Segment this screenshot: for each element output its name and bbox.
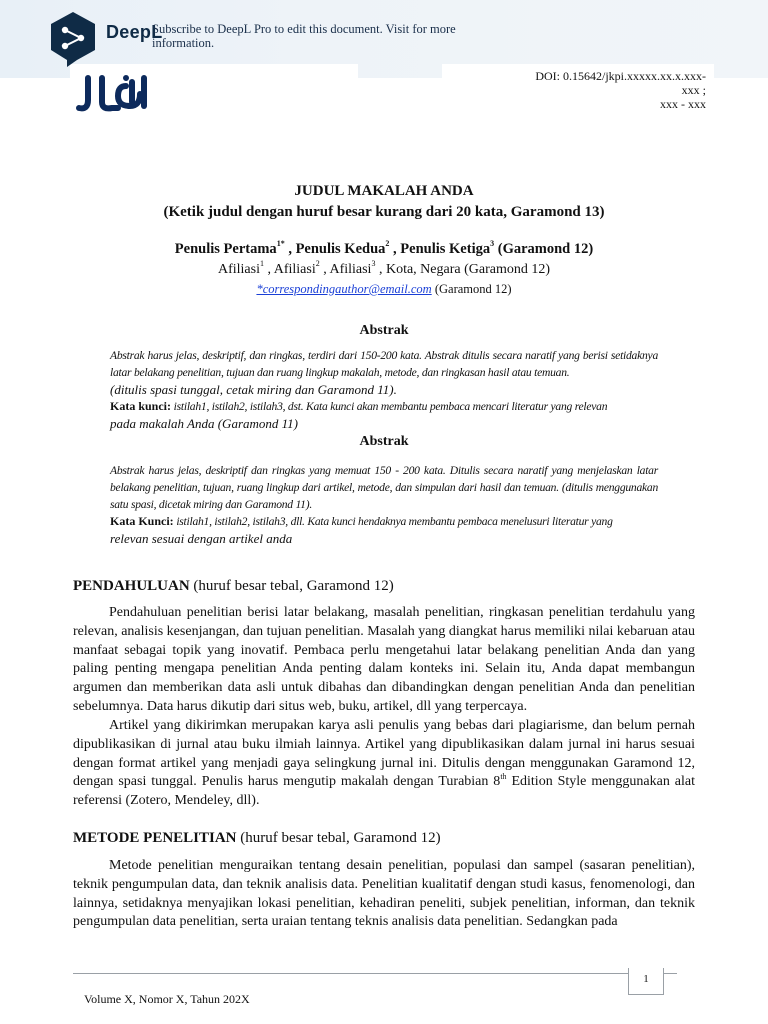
- page-number: 1: [628, 968, 664, 995]
- author-list: [0, 241, 768, 258]
- author-marker: 1*: [276, 239, 285, 249]
- abstract-body: [110, 462, 658, 547]
- affiliation-list: [0, 259, 768, 278]
- author-name: Penulis Kedua: [295, 241, 386, 257]
- keywords-text: istilah1, istilah2, istilah3, dll. Kata kunci hendaknya membantu pembaca menelusuri literatur yang: [173, 515, 613, 528]
- doi-line: xxx ;: [681, 83, 706, 97]
- volume-info: Volume X, Nomor X, Tahun 202X: [84, 992, 250, 1006]
- affiliation: Afiliasi: [273, 262, 316, 277]
- keywords: [110, 398, 658, 415]
- affiliation-marker: 2: [315, 259, 320, 269]
- section-heading-method: [73, 830, 441, 847]
- author-note: (Garamond 12): [494, 241, 594, 257]
- abstract-heading: Abstrak: [359, 434, 409, 449]
- paper-title-instruction: (Ketik judul dengan huruf besar kurang dari 20 kata, Garamond 13): [163, 204, 605, 220]
- email-link[interactable]: *correspondingauthor@email.com: [256, 282, 432, 296]
- doi-line: xxx - xxx: [660, 97, 706, 111]
- deepl-brand-name: DeepL: [106, 22, 163, 42]
- affiliation-rest: , Kota, Negara (Garamond 12): [375, 262, 550, 277]
- affiliation-marker: 3: [371, 259, 376, 269]
- paper-title: JUDUL MAKALAH ANDA: [294, 183, 474, 199]
- abstract-heading: Abstrak: [359, 323, 409, 338]
- separator: ,: [389, 241, 401, 257]
- author-marker: 2: [385, 239, 390, 249]
- keywords-label: Kata Kunci:: [110, 514, 174, 528]
- affiliation: Afiliasi: [329, 262, 372, 277]
- deepl-subscribe-notice[interactable]: Subscribe to DeepL Pro to edit this document. Visit for more information.: [152, 22, 456, 50]
- section-title: METODE PENELITIAN: [73, 830, 237, 846]
- keywords-tail: relevan sesuai dengan artikel anda: [110, 531, 293, 546]
- abstract-body: [110, 347, 658, 432]
- keywords-label: Kata kunci:: [110, 399, 172, 413]
- doi-block: [506, 69, 706, 111]
- section-note: (huruf besar tebal, Garamond 12): [189, 578, 394, 594]
- paragraph-text: Edition Style menggunakan alat referensi (Zotero, Mendeley, dll).: [73, 774, 695, 809]
- paragraph-text: Artikel yang dikirimkan merupakan karya asli penulis yang bebas dari plagiarisme, dan belum pernah dipublikasikan di jurnal atau buku ilmiah lainnya. Artikel yang dipublikasikan dalam jurnal ini harus sesuai dengan format artikel yang menjadi gaya selingkung jurnal ini. Ditulis dengan menggunakan Garamond 12, dengan spasi tunggal. Penulis harus mengutip makalah dengan Turabian 8: [73, 718, 695, 790]
- superscript: th: [500, 771, 507, 781]
- author-name: Penulis Pertama: [174, 241, 277, 257]
- abstract-text: Abstrak harus jelas, deskriptif dan ringkas yang memuat 150 - 200 kata. Ditulis secara naratif yang menjelaskan latar belakang penelitian, tujuan, ruang lingkup dari artikel, metode, dan simpulan dari hasil dan temuan. (ditulis menggunakan satu spasi, dicetak miring dan Garamond 11).: [110, 464, 658, 511]
- abstract-note: (ditulis spasi tunggal, cetak miring dan Garamond 11).: [110, 382, 397, 397]
- separator: ,: [263, 262, 274, 277]
- section-title: PENDAHULUAN: [73, 578, 190, 594]
- deepl-logo-icon[interactable]: [47, 10, 99, 68]
- keywords-tail: pada makalah Anda (Garamond 11): [110, 416, 299, 431]
- section-heading-intro: [73, 578, 394, 595]
- doi-line: DOI: 0.15642/jkpi.xxxxx.xx.x.xxx-: [535, 69, 706, 83]
- separator: ,: [284, 241, 296, 257]
- affiliation: Afiliasi: [217, 262, 260, 277]
- journal-logo-icon: [74, 72, 150, 116]
- corresponding-email: [0, 282, 768, 297]
- affiliation-marker: 1: [259, 259, 264, 269]
- intro-paragraph: Pendahuluan penelitian berisi latar belakang, masalah penelitian, ringkasan penelitian terdahulu yang relevan, analisis kesenjangan, dan tujuan penelitian. Masalah yang diangkat harus memiliki nilai kebaruan atau manfaat sebagai topik yang inovatif. Pembaca perlu mengetahui latar belakang penelitian Anda dan yang paling penting mengapa penelitian Anda penting dalam konteks ini. Selain itu, Anda dapat membangun argumen dan memberikan data asli untuk dibahas dan dibandingkan dengan penelitian Anda dan penelitian sebelumnya. Data harus dikutip dari situs web, buku, artikel, dll yang terpercaya.: [73, 605, 696, 714]
- section-note: (huruf besar tebal, Garamond 12): [236, 830, 441, 846]
- intro-paragraph: [73, 717, 695, 811]
- author-marker: 3: [490, 239, 495, 249]
- keywords-text: istilah1, istilah2, istilah3, dst. Kata kunci akan membantu pembaca mencari literatur yang relevan: [171, 400, 608, 413]
- author-name: Penulis Ketiga: [400, 241, 491, 257]
- email-note: (Garamond 12): [431, 282, 512, 296]
- footer-rule: [73, 973, 677, 974]
- separator: ,: [319, 262, 330, 277]
- abstract-text: Abstrak harus jelas, deskriptif, dan ringkas, terdiri dari 150-200 kata. Abstrak ditulis secara naratif yang berisi setidaknya latar belakang penelitian, tujuan dan ruang lingkup makalah, metode, dan ringkasan hasil atau temuan.: [110, 349, 658, 379]
- keywords: [110, 513, 658, 530]
- method-paragraph: Metode penelitian menguraikan tentang desain penelitian, populasi dan sampel (sasaran penelitian), teknik pengumpulan data, dan teknik analisis data. Penelitian kualitatif dengan studi kasus, fenomenologi, dan lainnya, setidaknya menyajikan lokasi penelitian, kehadiran peneliti, subjek penelitian, informan, dan teknik pengumpulan data penelitian, serta uraian tentang teknis analisis data penelitian. Sedangkan pada: [73, 858, 695, 930]
